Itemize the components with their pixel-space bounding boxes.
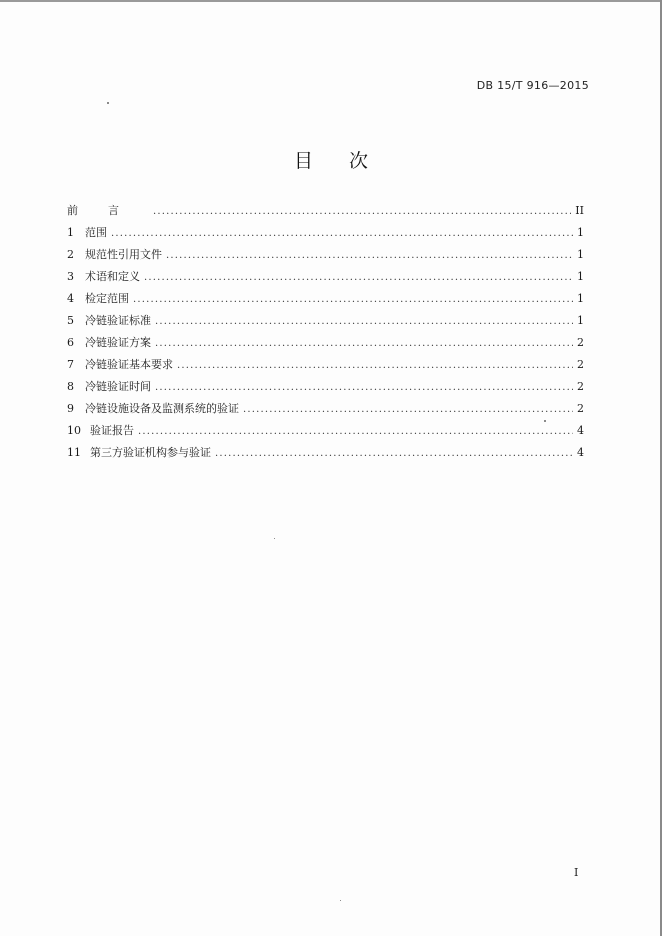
toc-leader-dots: [166, 245, 573, 267]
toc-entry-8[interactable]: [67, 376, 584, 398]
toc-entry-number: 2: [67, 248, 74, 261]
toc-entry-page: II: [575, 204, 584, 217]
toc-leader-dots: [155, 377, 573, 399]
toc-entry-label: 冷链验证标准: [85, 314, 151, 327]
toc-entry-label: 范围: [85, 226, 107, 239]
scan-edge-top: [0, 0, 662, 2]
toc-entry-3[interactable]: [67, 266, 584, 288]
toc-leader-dots: [144, 267, 573, 289]
toc-entry-page: 1: [577, 248, 584, 261]
toc-leader-dots: [215, 443, 573, 465]
table-of-contents: [67, 200, 584, 464]
toc-entry-page: 2: [577, 358, 584, 371]
toc-entry-label: 术语和定义: [85, 270, 140, 283]
toc-entry-page: 2: [577, 380, 584, 393]
page-number: I: [574, 866, 579, 879]
toc-entry-number: 3: [67, 270, 74, 283]
toc-entry-label: 前言: [67, 204, 149, 217]
toc-entry-number: 8: [67, 380, 74, 393]
toc-entry-number: 6: [67, 336, 74, 349]
scan-speck: [274, 538, 275, 539]
toc-entry-11[interactable]: [67, 442, 584, 464]
toc-entry-1[interactable]: [67, 222, 584, 244]
toc-entry-number: 1: [67, 226, 74, 239]
toc-entry-label: 冷链验证基本要求: [85, 358, 173, 371]
toc-entry-label: 冷链验证方案: [85, 336, 151, 349]
toc-entry-label: 检定范围: [85, 292, 129, 305]
toc-leader-dots: [177, 355, 573, 377]
toc-leader-dots: [155, 333, 573, 355]
toc-entry-7[interactable]: [67, 354, 584, 376]
toc-entry-number: 5: [67, 314, 74, 327]
toc-entry-label: 规范性引用文件: [85, 248, 162, 261]
toc-entry-page: 4: [577, 424, 584, 437]
toc-entry-foreword[interactable]: [67, 200, 584, 222]
toc-entry-label: 冷链验证时间: [85, 380, 151, 393]
toc-entry-label: 冷链设施设备及监测系统的验证: [85, 402, 239, 415]
toc-entry-page: 2: [577, 402, 584, 415]
toc-title: 目次: [293, 150, 404, 172]
document-code: DB 15/T 916—2015: [476, 79, 589, 92]
toc-entry-4[interactable]: [67, 288, 584, 310]
toc-entry-page: 1: [577, 226, 584, 239]
toc-entry-5[interactable]: [67, 310, 584, 332]
toc-leader-dots: [111, 223, 573, 245]
toc-entry-number: 9: [67, 402, 74, 415]
toc-entry-number: 10: [67, 424, 81, 437]
toc-entry-page: 1: [577, 270, 584, 283]
scan-speck: [107, 102, 109, 104]
toc-entry-page: 4: [577, 446, 584, 459]
toc-entry-2[interactable]: [67, 244, 584, 266]
toc-entry-6[interactable]: [67, 332, 584, 354]
toc-entry-page: 2: [577, 336, 584, 349]
toc-entry-label: 第三方验证机构参与验证: [90, 446, 211, 459]
scan-speck: [340, 900, 341, 901]
toc-leader-dots: [243, 399, 573, 421]
toc-leader-dots: [133, 289, 573, 311]
toc-entry-10[interactable]: [67, 420, 584, 442]
toc-entry-number: 4: [67, 292, 74, 305]
toc-entry-page: 1: [577, 292, 584, 305]
toc-entry-9[interactable]: [67, 398, 584, 420]
toc-entry-number: 11: [67, 446, 81, 459]
toc-leader-dots: [153, 201, 571, 223]
toc-entry-number: 7: [67, 358, 74, 371]
toc-leader-dots: [138, 421, 573, 443]
toc-entry-label: 验证报告: [90, 424, 134, 437]
toc-leader-dots: [155, 311, 573, 333]
toc-entry-page: 1: [577, 314, 584, 327]
scan-speck: [544, 420, 546, 422]
